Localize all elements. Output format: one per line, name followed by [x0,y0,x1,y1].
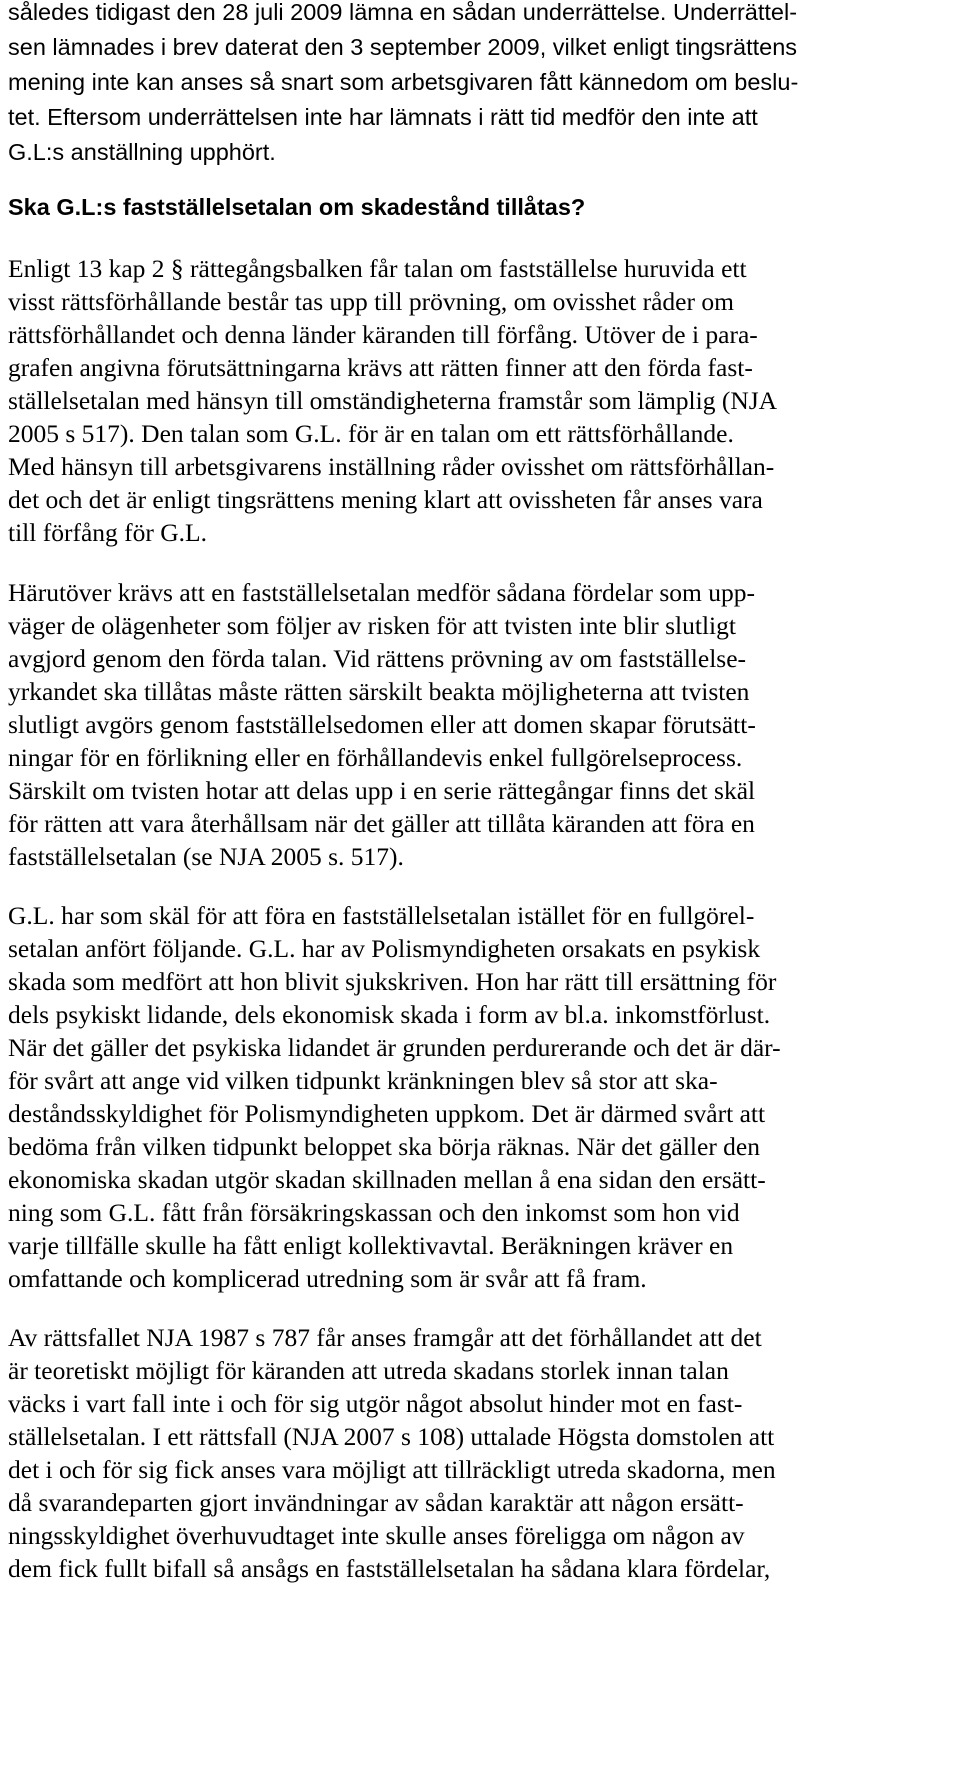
intro-line: sen lämnades i brev daterat den 3 september 2009, vilket enligt tingsrättens [8,34,798,60]
paragraph-line: ningar för en förlikning eller en förhållandevis enkel fullgörelseprocess. [8,743,743,772]
paragraph-line: för svårt att ange vid vilken tidpunkt kränkningen blev så stor att ska- [8,1066,718,1095]
paragraph-line: väcks i vart fall inte i och för sig utgör något absolut hinder mot en fast- [8,1389,743,1418]
paragraph-line: rättsförhållandet och denna länder käranden till förfång. Utöver de i para- [8,320,758,349]
paragraph-line: bedöma från vilken tidpunkt beloppet ska börja räknas. När det gäller den [8,1132,761,1161]
paragraph-line: ställelsetalan med hänsyn till omständigheterna framstår som lämplig (NJA [8,386,778,415]
paragraph-line: till förfång för G.L. [8,518,207,547]
paragraph-line: dels psykiskt lidande, dels ekonomisk skada i form av bl.a. inkomstförlust. [8,1000,771,1029]
paragraph-line: ställelsetalan. I ett rättsfall (NJA 2007 s 108) uttalade Högsta domstolen att [8,1422,775,1451]
paragraph-line: grafen angivna förutsättningarna krävs att rätten finner att den förda fast- [8,353,753,382]
paragraph-line: skada som medfört att hon blivit sjukskriven. Hon har rätt till ersättning för [8,967,777,996]
section-heading: Ska G.L:s fastställelsetalan om skadestånd tillåtas? [8,194,586,220]
paragraph-line: dem fick fullt bifall så ansågs en fastställelsetalan ha sådana klara fördelar, [8,1554,771,1583]
paragraph-line: för rätten att vara återhållsam när det gäller att tillåta käranden att föra en [8,809,755,838]
paragraph-line: visst rättsförhållande består tas upp till prövning, om ovisshet råder om [8,287,734,316]
paragraph-line: slutligt avgörs genom fastställelsedomen eller att domen skapar förutsätt- [8,710,756,739]
paragraph-line: då svarandeparten gjort invändningar av sådan karaktär att någon ersätt- [8,1488,744,1517]
paragraph-line: deståndsskyldighet för Polismyndigheten uppkom. Det är därmed svårt att [8,1099,766,1128]
paragraph-line: omfattande och komplicerad utredning som är svår att få fram. [8,1264,647,1293]
intro-line: mening inte kan anses så snart som arbetsgivaren fått kännedom om beslu- [8,69,799,95]
paragraph-line: det i och för sig fick anses vara möjligt att tillräckligt utreda skadorna, men [8,1455,776,1484]
paragraph-line: fastställelsetalan (se NJA 2005 s. 517). [8,842,404,871]
paragraph-line: ningsskyldighet överhuvudtaget inte skulle anses föreligga om någon av [8,1521,745,1550]
paragraph-line: Enligt 13 kap 2 § rättegångsbalken får talan om fastställelse huruvida ett [8,254,747,283]
paragraph-line: Av rättsfallet NJA 1987 s 787 får anses framgår att det förhållandet att det [8,1323,762,1352]
paragraph-line: Härutöver krävs att en fastställelsetalan medför sådana fördelar som upp- [8,578,756,607]
paragraph-line: ekonomiska skadan utgör skadan skillnaden mellan å ena sidan den ersätt- [8,1165,766,1194]
paragraph-line: setalan anfört följande. G.L. har av Polismyndigheten orsakats en psykisk [8,934,761,963]
paragraph-line: avgjord genom den förda talan. Vid rättens prövning av om fastställelse- [8,644,747,673]
paragraph-line: yrkandet ska tillåtas måste rätten särskilt beakta möjligheterna att tvisten [8,677,750,706]
paragraph-line: ning som G.L. fått från försäkringskassan och den inkomst som hon vid [8,1198,740,1227]
intro-line: tet. Eftersom underrättelsen inte har lämnats i rätt tid medför den inte att [8,104,758,130]
paragraph-line: väger de olägenheter som följer av risken för att tvisten inte blir slutligt [8,611,736,640]
paragraph-line: Med hänsyn till arbetsgivarens inställning råder ovisshet om rättsförhållan- [8,452,775,481]
paragraph-line: Särskilt om tvisten hotar att delas upp i en serie rättegångar finns det skäl [8,776,756,805]
paragraph-line: När det gäller det psykiska lidandet är grunden perdurerande och det är där- [8,1033,781,1062]
paragraph-line: G.L. har som skäl för att föra en fastställelsetalan istället för en fullgörel- [8,901,755,930]
intro-line: således tidigast den 28 juli 2009 lämna en sådan underrättelse. Underrättel- [8,0,798,25]
intro-line: G.L:s anställning upphört. [8,139,276,165]
paragraph-line: 2005 s 517). Den talan som G.L. för är en talan om ett rättsförhållande. [8,419,734,448]
paragraph-line: varje tillfälle skulle ha fått enligt kollektivavtal. Beräkningen kräver en [8,1231,734,1260]
paragraph-line: är teoretiskt möjligt för käranden att utreda skadans storlek innan talan [8,1356,729,1385]
paragraph-line: det och det är enligt tingsrättens mening klart att ovissheten får anses vara [8,485,763,514]
